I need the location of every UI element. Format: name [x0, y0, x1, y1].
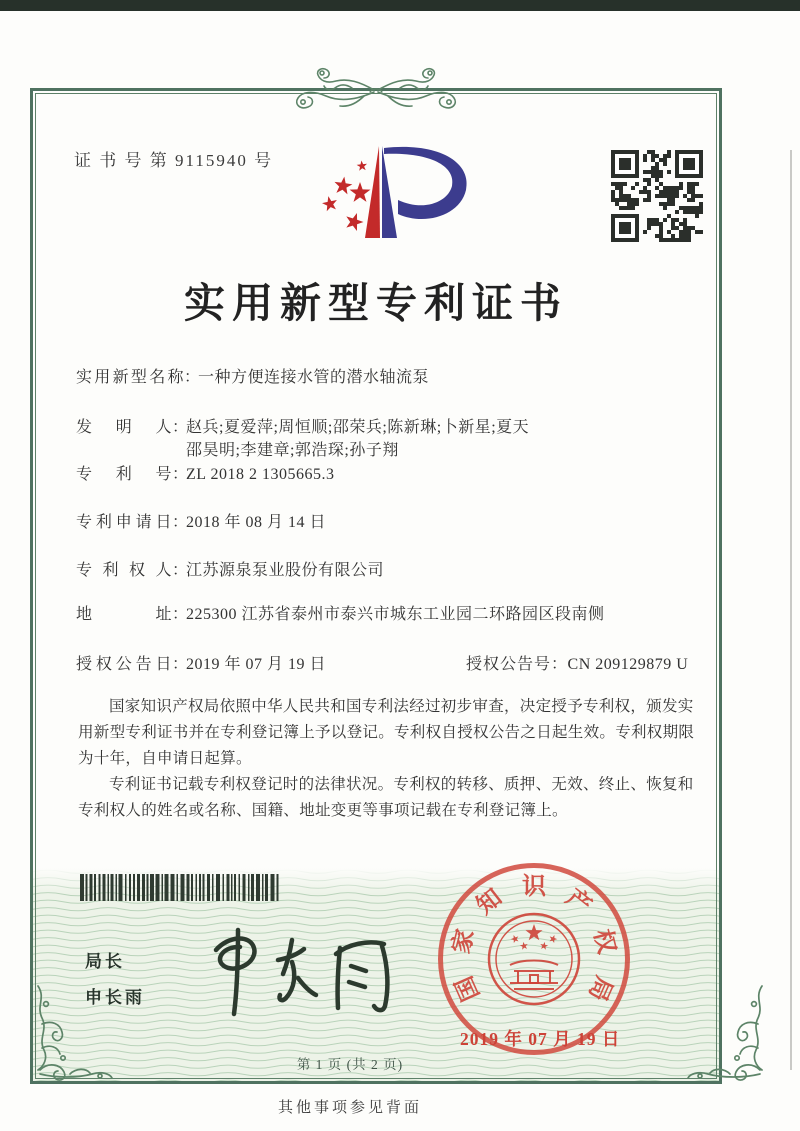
certificate-number: 证 书 号 第 9115940 号	[74, 151, 274, 170]
field-grant-number	[466, 653, 688, 676]
field-colon: ：	[172, 656, 189, 673]
field-colon: ：	[551, 656, 568, 673]
field-value: ZL 2018 2 1305665.3	[186, 466, 335, 483]
field-colon: ：	[184, 369, 201, 386]
director-title: 局长	[85, 952, 125, 971]
seal-char: 知	[472, 884, 508, 920]
seal-char: 家	[448, 926, 480, 957]
field-value: 一种方便连接水管的潜水轴流泵	[198, 369, 430, 386]
field-label: 地址	[76, 606, 172, 623]
field-label: 授权公告日	[76, 656, 172, 673]
field-patent-number	[76, 463, 716, 486]
field-label: 实用新型名称	[76, 369, 184, 386]
field-inventors	[76, 416, 716, 462]
inventors-line1: 赵兵;夏爱萍;周恒顺;邵荣兵;陈新琳;卜新星;夏天	[186, 419, 530, 436]
corner-flourish-right	[684, 984, 770, 1082]
field-colon: ：	[172, 514, 189, 531]
field-address	[76, 603, 716, 626]
director-name: 申长雨	[85, 988, 145, 1007]
inventors-line2: 邵昊明;李建章;郭浩琛;孙子翔	[186, 442, 399, 459]
field-colon: ：	[172, 466, 189, 483]
cnipa-logo-icon	[300, 136, 505, 261]
director-signature	[188, 916, 403, 1021]
director-block	[85, 944, 145, 1016]
field-value: 2018 年 08 月 14 日	[186, 514, 327, 531]
seal-char: 识	[522, 874, 546, 900]
field-filing-date	[76, 511, 716, 534]
certificate-title: 实用新型专利证书	[184, 280, 568, 326]
field-colon: ：	[172, 419, 189, 436]
national-emblem-icon	[486, 909, 582, 1009]
legal-paragraph-1: 国家知识产权局依照中华人民共和国专利法经过初步审查，决定授予专利权，颁发实用新型专利证书并在专利登记簿上予以登记。专利权自授权公告之日起生效。专利权期限为十年，自申请日起算。	[78, 698, 695, 767]
seal-char: 局	[583, 972, 617, 1005]
legal-paragraph-2: 专利证书记载专利权登记时的法律状况。专利权的转移、质押、无效、终止、恢复和专利权人的姓名或名称、国籍、地址变更等事项记载在专利登记簿上。	[78, 776, 694, 819]
page-info: 第 1 页 (共 2 页)	[296, 1057, 404, 1072]
seal-char: 权	[588, 926, 620, 957]
field-utility-model-name	[76, 366, 716, 389]
scan-edge-top-right	[430, 0, 800, 7]
scan-edge-right	[790, 150, 792, 1070]
top-ornament	[256, 66, 496, 114]
legal-text	[78, 694, 702, 824]
field-value: CN 209129879 U	[567, 656, 689, 673]
field-grant-info	[76, 653, 716, 676]
seal-char: 产	[560, 884, 596, 920]
field-label: 授权公告号	[466, 656, 552, 673]
field-value: 江苏源泉泵业股份有限公司	[186, 562, 385, 579]
seal-char: 国	[451, 972, 485, 1005]
field-patentee	[76, 559, 716, 582]
field-label: 专利权人	[76, 562, 172, 579]
field-colon: ：	[172, 562, 189, 579]
field-colon: ：	[172, 606, 189, 623]
seal-date: 2019 年 07 月 19 日	[460, 1029, 621, 1049]
barcode	[80, 874, 283, 901]
field-label: 发明人	[76, 419, 172, 436]
field-value: 225300 江苏省泰州市泰兴市城东工业园二环路园区段南侧	[186, 606, 605, 623]
field-label: 专利申请日	[76, 514, 172, 531]
back-note: 其他事项参见背面	[277, 1100, 422, 1116]
field-value: 2019 年 07 月 19 日	[186, 656, 327, 673]
field-label: 专利号	[76, 466, 172, 483]
qr-code	[611, 150, 703, 242]
